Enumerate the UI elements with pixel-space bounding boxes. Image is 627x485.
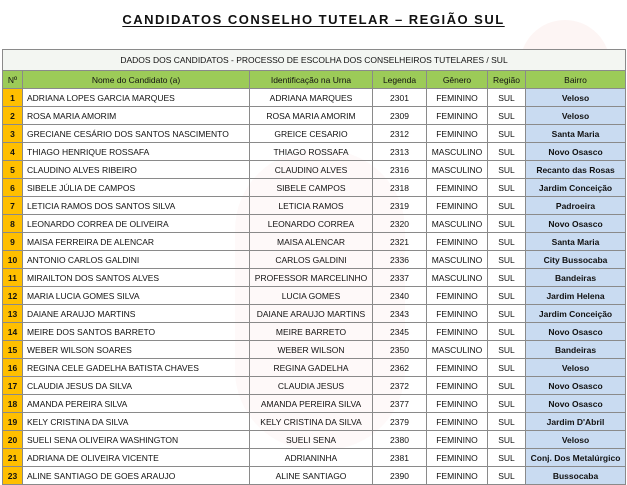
legenda-number-cell: 2390 <box>373 467 427 485</box>
table-row <box>3 161 626 179</box>
candidate-name-cell: LEONARDO CORREA DE OLIVEIRA <box>23 215 250 233</box>
table-row <box>3 125 626 143</box>
neighborhood-cell: Novo Osasco <box>526 215 626 233</box>
table-row <box>3 233 626 251</box>
ballot-name-cell: ADRIANINHA <box>250 449 373 467</box>
candidate-name-cell: ADRIANA DE OLIVEIRA VICENTE <box>23 449 250 467</box>
candidate-name-cell: CLAUDINO ALVES RIBEIRO <box>23 161 250 179</box>
region-cell: SUL <box>488 395 526 413</box>
row-number-cell: 7 <box>3 197 23 215</box>
neighborhood-cell: Conj. Dos Metalúrgico <box>526 449 626 467</box>
gender-cell: FEMININO <box>427 197 488 215</box>
region-cell: SUL <box>488 269 526 287</box>
legenda-number-cell: 2340 <box>373 287 427 305</box>
row-number-cell: 2 <box>3 107 23 125</box>
legenda-number-cell: 2380 <box>373 431 427 449</box>
table-row <box>3 215 626 233</box>
neighborhood-cell: Jardim Conceição <box>526 305 626 323</box>
legenda-number-cell: 2312 <box>373 125 427 143</box>
ballot-name-cell: ADRIANA MARQUES <box>250 89 373 107</box>
gender-cell: FEMININO <box>427 395 488 413</box>
neighborhood-cell: Santa Maria <box>526 233 626 251</box>
legenda-number-cell: 2337 <box>373 269 427 287</box>
legenda-number-cell: 2320 <box>373 215 427 233</box>
ballot-name-cell: MEIRE BARRETO <box>250 323 373 341</box>
legenda-number-cell: 2318 <box>373 179 427 197</box>
row-number-cell: 5 <box>3 161 23 179</box>
row-number-cell: 12 <box>3 287 23 305</box>
table-row <box>3 467 626 485</box>
row-number-cell: 8 <box>3 215 23 233</box>
gender-cell: FEMININO <box>427 179 488 197</box>
gender-cell: MASCULINO <box>427 251 488 269</box>
table-row <box>3 197 626 215</box>
legenda-number-cell: 2319 <box>373 197 427 215</box>
gender-cell: FEMININO <box>427 413 488 431</box>
gender-cell: MASCULINO <box>427 161 488 179</box>
gender-cell: FEMININO <box>427 125 488 143</box>
table-row <box>3 305 626 323</box>
ballot-name-cell: THIAGO ROSSAFA <box>250 143 373 161</box>
neighborhood-cell: Novo Osasco <box>526 377 626 395</box>
ballot-name-cell: CARLOS GALDINI <box>250 251 373 269</box>
region-cell: SUL <box>488 197 526 215</box>
neighborhood-cell: Veloso <box>526 89 626 107</box>
ballot-name-cell: GREICE CESARIO <box>250 125 373 143</box>
candidate-name-cell: CLAUDIA JESUS DA SILVA <box>23 377 250 395</box>
gender-cell: FEMININO <box>427 377 488 395</box>
neighborhood-cell: Bandeiras <box>526 341 626 359</box>
row-number-cell: 19 <box>3 413 23 431</box>
candidate-name-cell: REGINA CELE GADELHA BATISTA CHAVES <box>23 359 250 377</box>
ballot-name-cell: DAIANE ARAUJO MARTINS <box>250 305 373 323</box>
neighborhood-cell: Veloso <box>526 431 626 449</box>
candidate-name-cell: WEBER WILSON SOARES <box>23 341 250 359</box>
row-number-cell: 16 <box>3 359 23 377</box>
gender-cell: MASCULINO <box>427 215 488 233</box>
table-row <box>3 449 626 467</box>
page-title <box>0 12 627 27</box>
header-legenda: Legenda <box>373 71 427 89</box>
region-cell: SUL <box>488 341 526 359</box>
table-row <box>3 431 626 449</box>
gender-cell: MASCULINO <box>427 269 488 287</box>
row-number-cell: 11 <box>3 269 23 287</box>
ballot-name-cell: LEONARDO CORREA <box>250 215 373 233</box>
table-row <box>3 143 626 161</box>
region-cell: SUL <box>488 107 526 125</box>
gender-cell: FEMININO <box>427 467 488 485</box>
legenda-number-cell: 2316 <box>373 161 427 179</box>
gender-cell: FEMININO <box>427 449 488 467</box>
ballot-name-cell: KELY CRISTINA DA SILVA <box>250 413 373 431</box>
header-region: Região <box>488 71 526 89</box>
page-title-text: CANDIDATOS CONSELHO TUTELAR – REGIÃO SUL <box>122 12 505 27</box>
row-number-cell: 15 <box>3 341 23 359</box>
table-row <box>3 287 626 305</box>
region-cell: SUL <box>488 413 526 431</box>
legenda-number-cell: 2345 <box>373 323 427 341</box>
region-cell: SUL <box>488 161 526 179</box>
gender-cell: MASCULINO <box>427 341 488 359</box>
neighborhood-cell: Jardim D'Abril <box>526 413 626 431</box>
region-cell: SUL <box>488 287 526 305</box>
table-row <box>3 89 626 107</box>
header-name: Nome do Candidato (a) <box>23 71 250 89</box>
neighborhood-cell: Padroeira <box>526 197 626 215</box>
region-cell: SUL <box>488 449 526 467</box>
gender-cell: FEMININO <box>427 323 488 341</box>
gender-cell: FEMININO <box>427 305 488 323</box>
candidate-name-cell: ALINE SANTIAGO DE GOES ARAUJO <box>23 467 250 485</box>
candidate-name-cell: GRECIANE CESÁRIO DOS SANTOS NASCIMENTO <box>23 125 250 143</box>
region-cell: SUL <box>488 377 526 395</box>
candidate-name-cell: LETICIA RAMOS DOS SANTOS SILVA <box>23 197 250 215</box>
region-cell: SUL <box>488 143 526 161</box>
neighborhood-cell: Novo Osasco <box>526 395 626 413</box>
region-cell: SUL <box>488 179 526 197</box>
caption-row <box>3 50 626 71</box>
gender-cell: FEMININO <box>427 359 488 377</box>
gender-cell: FEMININO <box>427 89 488 107</box>
table-row <box>3 251 626 269</box>
legenda-number-cell: 2343 <box>373 305 427 323</box>
table-row <box>3 377 626 395</box>
region-cell: SUL <box>488 467 526 485</box>
table-row <box>3 107 626 125</box>
legenda-number-cell: 2321 <box>373 233 427 251</box>
gender-cell: FEMININO <box>427 287 488 305</box>
neighborhood-cell: Jardim Helena <box>526 287 626 305</box>
candidate-name-cell: MARIA LUCIA GOMES SILVA <box>23 287 250 305</box>
candidate-name-cell: THIAGO HENRIQUE ROSSAFA <box>23 143 250 161</box>
region-cell: SUL <box>488 251 526 269</box>
neighborhood-cell: Novo Osasco <box>526 143 626 161</box>
candidate-name-cell: SUELI SENA OLIVEIRA WASHINGTON <box>23 431 250 449</box>
legenda-number-cell: 2313 <box>373 143 427 161</box>
row-number-cell: 9 <box>3 233 23 251</box>
row-number-cell: 6 <box>3 179 23 197</box>
region-cell: SUL <box>488 233 526 251</box>
region-cell: SUL <box>488 125 526 143</box>
candidate-name-cell: ANTONIO CARLOS GALDINI <box>23 251 250 269</box>
header-neighborhood: Bairro <box>526 71 626 89</box>
table-row <box>3 395 626 413</box>
table-row <box>3 323 626 341</box>
candidate-name-cell: KELY CRISTINA DA SILVA <box>23 413 250 431</box>
neighborhood-cell: Santa Maria <box>526 125 626 143</box>
ballot-name-cell: LETICIA RAMOS <box>250 197 373 215</box>
region-cell: SUL <box>488 89 526 107</box>
table-row <box>3 413 626 431</box>
ballot-name-cell: SIBELE CAMPOS <box>250 179 373 197</box>
row-number-cell: 3 <box>3 125 23 143</box>
ballot-name-cell: REGINA GADELHA <box>250 359 373 377</box>
gender-cell: MASCULINO <box>427 143 488 161</box>
candidate-name-cell: MAISA FERREIRA DE ALENCAR <box>23 233 250 251</box>
row-number-cell: 1 <box>3 89 23 107</box>
neighborhood-cell: Recanto das Rosas <box>526 161 626 179</box>
row-number-cell: 17 <box>3 377 23 395</box>
neighborhood-cell: Jardim Conceição <box>526 179 626 197</box>
neighborhood-cell: Veloso <box>526 107 626 125</box>
gender-cell: FEMININO <box>427 107 488 125</box>
legenda-number-cell: 2381 <box>373 449 427 467</box>
row-number-cell: 10 <box>3 251 23 269</box>
row-number-cell: 4 <box>3 143 23 161</box>
legenda-number-cell: 2301 <box>373 89 427 107</box>
gender-cell: FEMININO <box>427 233 488 251</box>
candidate-name-cell: MIRAILTON DOS SANTOS ALVES <box>23 269 250 287</box>
candidate-name-cell: DAIANE ARAUJO MARTINS <box>23 305 250 323</box>
table-row <box>3 341 626 359</box>
candidate-name-cell: SIBELE JÚLIA DE CAMPOS <box>23 179 250 197</box>
region-cell: SUL <box>488 431 526 449</box>
header-number: Nº <box>3 71 23 89</box>
neighborhood-cell: Bandeiras <box>526 269 626 287</box>
neighborhood-cell: City Bussocaba <box>526 251 626 269</box>
row-number-cell: 14 <box>3 323 23 341</box>
candidate-name-cell: AMANDA PEREIRA SILVA <box>23 395 250 413</box>
ballot-name-cell: MAISA ALENCAR <box>250 233 373 251</box>
ballot-name-cell: ALINE SANTIAGO <box>250 467 373 485</box>
ballot-name-cell: LUCIA GOMES <box>250 287 373 305</box>
ballot-name-cell: SUELI SENA <box>250 431 373 449</box>
ballot-name-cell: AMANDA PEREIRA SILVA <box>250 395 373 413</box>
row-number-cell: 13 <box>3 305 23 323</box>
ballot-name-cell: PROFESSOR MARCELINHO <box>250 269 373 287</box>
table-row <box>3 359 626 377</box>
row-number-cell: 18 <box>3 395 23 413</box>
row-number-cell: 23 <box>3 467 23 485</box>
legenda-number-cell: 2350 <box>373 341 427 359</box>
candidate-name-cell: ROSA MARIA AMORIM <box>23 107 250 125</box>
legenda-number-cell: 2379 <box>373 413 427 431</box>
gender-cell: FEMININO <box>427 431 488 449</box>
region-cell: SUL <box>488 305 526 323</box>
neighborhood-cell: Bussocaba <box>526 467 626 485</box>
candidates-table <box>2 49 626 485</box>
region-cell: SUL <box>488 323 526 341</box>
region-cell: SUL <box>488 359 526 377</box>
row-number-cell: 20 <box>3 431 23 449</box>
legenda-number-cell: 2377 <box>373 395 427 413</box>
neighborhood-cell: Veloso <box>526 359 626 377</box>
legenda-number-cell: 2309 <box>373 107 427 125</box>
header-gender: Gênero <box>427 71 488 89</box>
legenda-number-cell: 2336 <box>373 251 427 269</box>
header-row <box>3 71 626 89</box>
legenda-number-cell: 2362 <box>373 359 427 377</box>
table-row <box>3 179 626 197</box>
ballot-name-cell: CLAUDINO ALVES <box>250 161 373 179</box>
table-row <box>3 269 626 287</box>
region-cell: SUL <box>488 215 526 233</box>
header-ballot-id: Identificação na Urna <box>250 71 373 89</box>
table-caption: DADOS DOS CANDIDATOS - PROCESSO DE ESCOLHA DOS CONSELHEIROS TUTELARES / SUL <box>3 50 626 71</box>
legenda-number-cell: 2372 <box>373 377 427 395</box>
row-number-cell: 21 <box>3 449 23 467</box>
candidate-name-cell: MEIRE DOS SANTOS BARRETO <box>23 323 250 341</box>
candidate-name-cell: ADRIANA LOPES GARCIA MARQUES <box>23 89 250 107</box>
ballot-name-cell: ROSA MARIA AMORIM <box>250 107 373 125</box>
neighborhood-cell: Novo Osasco <box>526 323 626 341</box>
ballot-name-cell: CLAUDIA JESUS <box>250 377 373 395</box>
ballot-name-cell: WEBER WILSON <box>250 341 373 359</box>
